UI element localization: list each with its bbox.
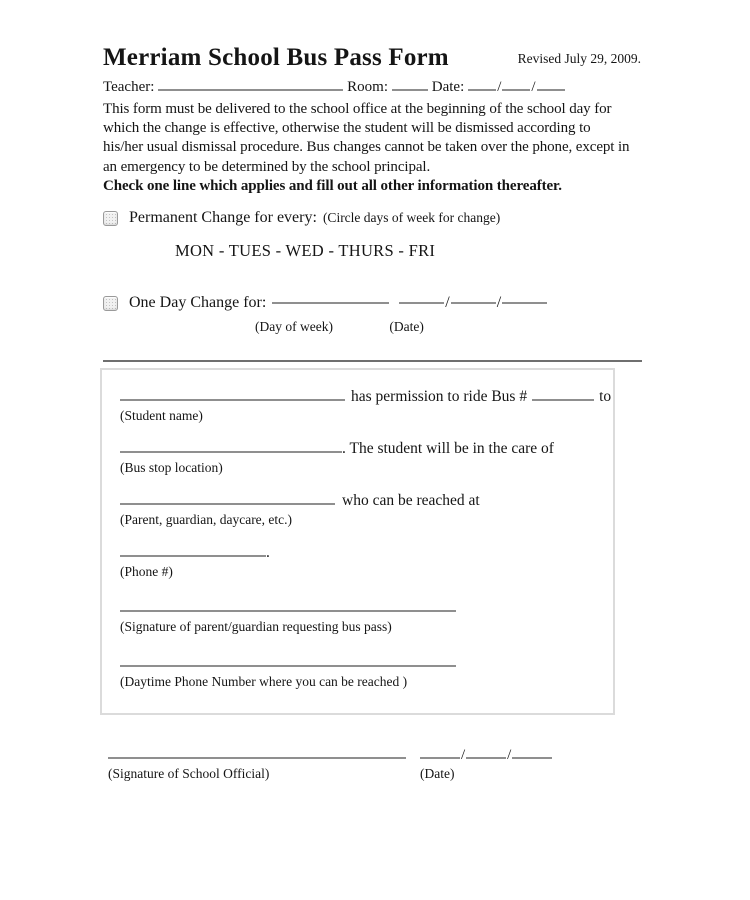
instructions-paragraph: [103, 100, 651, 196]
form-title: Merriam School Bus Pass Form: [103, 44, 449, 71]
phone-line-suffix: .: [266, 544, 270, 562]
student-line-text: has permission to ride Bus #: [351, 388, 528, 406]
instructions-line: This form must be delivered to the school office at the beginning of the school day for: [103, 101, 612, 117]
days-of-week: MON - TUES - WED - THURS - FRI: [175, 241, 436, 261]
phone-group: [120, 544, 603, 580]
circle-days-hint: (Circle days of week for change): [322, 210, 501, 226]
student-name-group: [120, 388, 612, 424]
one-day-captions-row: [103, 319, 651, 335]
phone-line: [120, 544, 603, 562]
one-day-date-field-2[interactable]: [451, 302, 496, 304]
student-line-suffix: to: [599, 388, 612, 406]
header-date-field-3[interactable]: [537, 89, 565, 91]
permanent-change-checkbox[interactable]: [103, 211, 118, 226]
revised-date: Revised July 29, 2009.: [517, 51, 641, 66]
teacher-label: Teacher:: [103, 79, 155, 95]
day-of-week-caption: (Day of week): [255, 319, 333, 335]
room-label: Room:: [347, 79, 389, 95]
header-date-field-2[interactable]: [502, 89, 530, 91]
daytime-phone-line: [120, 654, 603, 672]
instructions-line: his/her usual dismissal procedure. Bus changes cannot be taken over the phone, except in: [103, 139, 630, 156]
day-of-week-field[interactable]: [272, 302, 389, 304]
official-date-field-1[interactable]: [420, 757, 460, 759]
one-day-date-caption: (Date): [389, 319, 424, 335]
phone-caption: (Phone #): [120, 564, 173, 580]
bus-stop-field[interactable]: [120, 451, 342, 453]
teacher-room-date-line: [103, 79, 651, 96]
student-name-caption: (Student name): [120, 408, 203, 424]
official-date-field-2[interactable]: [466, 757, 506, 759]
instructions-line: an emergency to be determined by the school principal.: [103, 158, 431, 175]
form-header: [103, 44, 651, 72]
official-section: [108, 747, 651, 782]
parent-signature-line: [120, 599, 603, 617]
one-day-change-checkbox[interactable]: [103, 296, 118, 311]
official-signature-field[interactable]: [108, 757, 406, 759]
parent-line-text: who can be reached at: [342, 492, 480, 510]
date-slash: /: [507, 747, 512, 764]
student-name-field[interactable]: [120, 399, 345, 401]
instructions-line: which the change is effective, otherwise the student will be dismissed according to: [103, 120, 591, 137]
date-slash: /: [445, 294, 450, 312]
room-field[interactable]: [392, 89, 428, 91]
header-date-field-1[interactable]: [468, 89, 496, 91]
phone-field[interactable]: [120, 555, 266, 557]
official-date-field-3[interactable]: [512, 757, 552, 759]
parent-signature-group: [120, 599, 603, 635]
one-day-date-field-1[interactable]: [399, 302, 444, 304]
parent-line: [120, 492, 603, 510]
permanent-change-option-row: [103, 209, 651, 227]
daytime-phone-group: [120, 654, 603, 690]
one-day-option-label: One Day Change for:: [129, 294, 267, 312]
parent-group: [120, 492, 603, 528]
official-signature-caption: (Signature of School Official): [108, 766, 270, 782]
date-label: Date:: [431, 79, 465, 95]
parent-field[interactable]: [120, 503, 335, 505]
daytime-phone-caption: (Daytime Phone Number where you can be reached ): [120, 674, 408, 690]
section-divider: [103, 360, 642, 362]
parent-caption: (Parent, guardian, daycare, etc.): [120, 512, 293, 528]
official-captions-row: [108, 766, 651, 782]
official-signature-line: [108, 747, 651, 764]
permission-box: [100, 368, 615, 715]
check-instruction: Check one line which applies and fill out all other information thereafter.: [103, 177, 562, 194]
bus-number-field[interactable]: [532, 399, 594, 401]
student-line: [120, 388, 612, 406]
form-content: [103, 0, 651, 782]
bus-stop-line: [120, 440, 603, 458]
bus-stop-line-text: . The student will be in the care of: [342, 440, 554, 458]
permanent-option-label: Permanent Change for every:: [129, 209, 317, 227]
date-slash: /: [496, 294, 502, 312]
date-slash: /: [497, 79, 502, 95]
teacher-field[interactable]: [158, 89, 343, 91]
date-slash: /: [531, 79, 536, 95]
parent-signature-field[interactable]: [120, 610, 456, 612]
one-day-date-field-3[interactable]: [502, 302, 547, 304]
one-day-change-option-row: [103, 294, 651, 312]
official-date-caption: (Date): [420, 766, 455, 782]
bus-stop-caption: (Bus stop location): [120, 460, 223, 476]
bus-stop-group: [120, 440, 603, 476]
daytime-phone-field[interactable]: [120, 665, 456, 667]
parent-signature-caption: (Signature of parent/guardian requesting bus pass): [120, 619, 392, 635]
date-slash: /: [461, 747, 466, 764]
